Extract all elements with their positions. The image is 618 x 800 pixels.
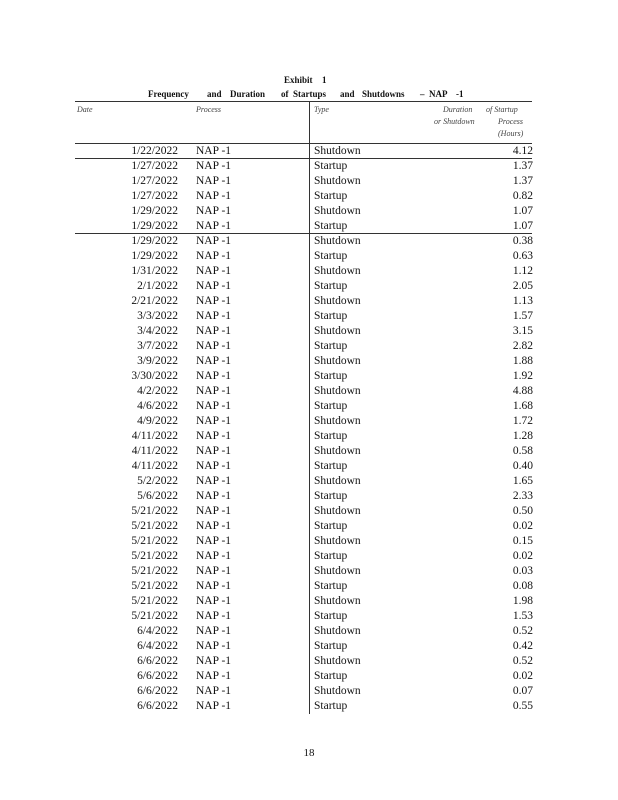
cell-date: 4/2/2022 [137, 385, 178, 397]
cell-date: 3/9/2022 [137, 355, 178, 367]
table-row [0, 324, 618, 339]
table-row [0, 294, 618, 309]
cell-date: 1/27/2022 [131, 190, 178, 202]
table-row [0, 474, 618, 489]
cell-hours: 1.07 [512, 205, 533, 217]
cell-process: NAP -1 [196, 160, 232, 172]
cell-hours: 1.98 [512, 595, 533, 607]
cell-process: NAP -1 [196, 340, 232, 352]
header-startup: of Startup [486, 105, 518, 114]
cell-process: NAP -1 [196, 235, 232, 247]
cell-type: Shutdown [314, 595, 361, 607]
title-word: of [281, 89, 289, 99]
exhibit-label [284, 75, 334, 85]
cell-hours: 0.55 [512, 700, 533, 712]
cell-type: Startup [314, 430, 348, 442]
title-word: Frequency [148, 89, 189, 99]
cell-hours: 4.88 [512, 385, 533, 397]
cell-type: Startup [314, 160, 348, 172]
cell-process: NAP -1 [196, 490, 232, 502]
cell-hours: 1.65 [512, 475, 533, 487]
table-row [0, 189, 618, 204]
cell-type: Startup [314, 580, 348, 592]
cell-process: NAP -1 [196, 400, 232, 412]
cell-hours: 1.13 [512, 295, 533, 307]
cell-hours: 0.50 [512, 505, 533, 517]
cell-type: Shutdown [314, 325, 361, 337]
cell-hours: 0.03 [512, 565, 533, 577]
cell-process: NAP -1 [196, 655, 232, 667]
cell-hours: 1.92 [512, 370, 533, 382]
cell-type: Startup [314, 490, 348, 502]
table-row [0, 519, 618, 534]
cell-date: 5/21/2022 [131, 610, 178, 622]
cell-process: NAP -1 [196, 175, 232, 187]
table-row [0, 309, 618, 324]
table-row [0, 399, 618, 414]
cell-date: 1/29/2022 [131, 250, 178, 262]
cell-hours: 1.12 [512, 265, 533, 277]
table-row [0, 654, 618, 669]
header-duration: Duration [443, 105, 473, 114]
cell-type: Startup [314, 640, 348, 652]
header-startup-2: Process [498, 117, 524, 126]
cell-date: 4/11/2022 [131, 460, 178, 472]
header-duration-2: or Shutdown [434, 117, 475, 126]
cell-type: Startup [314, 310, 348, 322]
cell-date: 5/6/2022 [137, 490, 178, 502]
cell-date: 5/2/2022 [137, 475, 178, 487]
table-row [0, 174, 618, 189]
cell-process: NAP -1 [196, 205, 232, 217]
cell-process: NAP -1 [196, 430, 232, 442]
cell-date: 4/11/2022 [131, 445, 178, 457]
table-row [0, 579, 618, 594]
cell-date: 4/6/2022 [137, 400, 178, 412]
table-row [0, 234, 618, 249]
title-word: -1 [456, 89, 464, 99]
table-row [0, 534, 618, 549]
cell-process: NAP -1 [196, 505, 232, 517]
title-word: NAP [429, 89, 448, 99]
cell-hours: 2.05 [512, 280, 533, 292]
cell-process: NAP -1 [196, 460, 232, 472]
cell-hours: 0.15 [512, 535, 533, 547]
table-row [0, 249, 618, 264]
exhibit-number: 1 [322, 75, 327, 85]
header-type: Type [314, 105, 329, 114]
cell-date: 1/29/2022 [131, 205, 178, 217]
cell-process: NAP -1 [196, 550, 232, 562]
cell-date: 3/4/2022 [137, 325, 178, 337]
cell-type: Startup [314, 250, 348, 262]
cell-process: NAP -1 [196, 685, 232, 697]
cell-type: Startup [314, 220, 348, 232]
cell-hours: 1.28 [512, 430, 533, 442]
cell-type: Shutdown [314, 565, 361, 577]
cell-type: Shutdown [314, 355, 361, 367]
cell-hours: 1.37 [512, 160, 533, 172]
cell-date: 5/21/2022 [131, 505, 178, 517]
table-row [0, 414, 618, 429]
cell-date: 1/27/2022 [131, 175, 178, 187]
cell-date: 6/6/2022 [137, 670, 178, 682]
cell-hours: 0.63 [512, 250, 533, 262]
cell-date: 2/1/2022 [137, 280, 178, 292]
cell-date: 1/29/2022 [131, 220, 178, 232]
header-process: Process [196, 105, 222, 114]
table-row [0, 564, 618, 579]
cell-hours: 0.82 [512, 190, 533, 202]
cell-type: Shutdown [314, 655, 361, 667]
cell-process: NAP -1 [196, 250, 232, 262]
header-startup-3: (Hours) [498, 129, 524, 138]
cell-hours: 0.02 [512, 520, 533, 532]
header-date: Date [77, 105, 93, 114]
table-row [0, 159, 618, 174]
cell-hours: 2.82 [512, 340, 533, 352]
cell-type: Startup [314, 700, 348, 712]
cell-date: 1/29/2022 [131, 235, 178, 247]
cell-date: 1/27/2022 [131, 160, 178, 172]
cell-process: NAP -1 [196, 610, 232, 622]
table-row [0, 489, 618, 504]
cell-process: NAP -1 [196, 265, 232, 277]
cell-hours: 0.02 [512, 550, 533, 562]
cell-hours: 0.58 [512, 445, 533, 457]
cell-type: Shutdown [314, 415, 361, 427]
cell-process: NAP -1 [196, 280, 232, 292]
cell-date: 5/21/2022 [131, 595, 178, 607]
cell-type: Shutdown [314, 235, 361, 247]
cell-hours: 1.88 [512, 355, 533, 367]
cell-process: NAP -1 [196, 415, 232, 427]
cell-process: NAP -1 [196, 190, 232, 202]
cell-process: NAP -1 [196, 625, 232, 637]
cell-process: NAP -1 [196, 325, 232, 337]
cell-process: NAP -1 [196, 145, 232, 157]
table-title [0, 89, 618, 101]
cell-process: NAP -1 [196, 700, 232, 712]
cell-process: NAP -1 [196, 310, 232, 322]
cell-hours: 0.52 [512, 625, 533, 637]
cell-type: Shutdown [314, 145, 361, 157]
table-row [0, 429, 618, 444]
table-row [0, 699, 618, 714]
cell-hours: 4.12 [512, 145, 533, 157]
table-row [0, 549, 618, 564]
table-row [0, 264, 618, 279]
cell-type: Shutdown [314, 205, 361, 217]
cell-date: 6/6/2022 [137, 700, 178, 712]
cell-date: 6/4/2022 [137, 625, 178, 637]
cell-type: Startup [314, 460, 348, 472]
page-number: 18 [303, 747, 315, 759]
cell-date: 1/22/2022 [131, 145, 178, 157]
cell-process: NAP -1 [196, 295, 232, 307]
cell-date: 5/21/2022 [131, 535, 178, 547]
title-word: Shutdowns [362, 89, 405, 99]
cell-type: Shutdown [314, 505, 361, 517]
cell-hours: 0.08 [512, 580, 533, 592]
table-row [0, 204, 618, 219]
cell-process: NAP -1 [196, 385, 232, 397]
cell-type: Shutdown [314, 295, 361, 307]
cell-date: 1/31/2022 [131, 265, 178, 277]
cell-process: NAP -1 [196, 640, 232, 652]
table-row [0, 609, 618, 624]
cell-date: 5/21/2022 [131, 565, 178, 577]
cell-process: NAP -1 [196, 565, 232, 577]
cell-date: 3/30/2022 [131, 370, 178, 382]
cell-type: Startup [314, 670, 348, 682]
cell-hours: 3.15 [512, 325, 533, 337]
cell-process: NAP -1 [196, 595, 232, 607]
cell-date: 3/7/2022 [137, 340, 178, 352]
table-row [0, 219, 618, 234]
table-row [0, 144, 618, 159]
cell-date: 5/21/2022 [131, 580, 178, 592]
cell-process: NAP -1 [196, 475, 232, 487]
cell-hours: 0.52 [512, 655, 533, 667]
cell-type: Shutdown [314, 175, 361, 187]
table-row [0, 684, 618, 699]
title-word: Duration [230, 89, 266, 99]
exhibit-word: Exhibit [284, 75, 313, 85]
table-row [0, 384, 618, 399]
cell-type: Startup [314, 280, 348, 292]
cell-hours: 1.68 [512, 400, 533, 412]
title-word: and [340, 89, 355, 99]
table-row [0, 669, 618, 684]
cell-type: Startup [314, 370, 348, 382]
table-row [0, 624, 618, 639]
table-row [0, 369, 618, 384]
cell-date: 6/4/2022 [137, 640, 178, 652]
table-row [0, 594, 618, 609]
table-row [0, 504, 618, 519]
table-row [0, 444, 618, 459]
cell-hours: 1.07 [512, 220, 533, 232]
cell-date: 5/21/2022 [131, 550, 178, 562]
header-top-rule [75, 101, 532, 102]
title-word: and [207, 89, 222, 99]
cell-type: Shutdown [314, 475, 361, 487]
cell-date: 2/21/2022 [131, 295, 178, 307]
cell-hours: 0.07 [512, 685, 533, 697]
table-row [0, 339, 618, 354]
cell-type: Startup [314, 400, 348, 412]
cell-type: Shutdown [314, 265, 361, 277]
cell-process: NAP -1 [196, 520, 232, 532]
title-word: – [420, 89, 425, 99]
cell-type: Shutdown [314, 445, 361, 457]
cell-hours: 1.53 [512, 610, 533, 622]
cell-hours: 1.37 [512, 175, 533, 187]
cell-date: 4/11/2022 [131, 430, 178, 442]
title-word: Startups [293, 89, 327, 99]
cell-hours: 1.72 [512, 415, 533, 427]
cell-process: NAP -1 [196, 670, 232, 682]
cell-date: 3/3/2022 [137, 310, 178, 322]
cell-type: Shutdown [314, 625, 361, 637]
cell-hours: 0.38 [512, 235, 533, 247]
cell-hours: 0.02 [512, 670, 533, 682]
cell-date: 4/9/2022 [137, 415, 178, 427]
table-row [0, 279, 618, 294]
table-row [0, 639, 618, 654]
cell-process: NAP -1 [196, 580, 232, 592]
cell-process: NAP -1 [196, 355, 232, 367]
cell-process: NAP -1 [196, 220, 232, 232]
cell-hours: 2.33 [512, 490, 533, 502]
cell-date: 5/21/2022 [131, 520, 178, 532]
table-row [0, 459, 618, 474]
cell-process: NAP -1 [196, 445, 232, 457]
cell-process: NAP -1 [196, 370, 232, 382]
table-row [0, 354, 618, 369]
cell-type: Startup [314, 190, 348, 202]
cell-process: NAP -1 [196, 535, 232, 547]
cell-type: Startup [314, 340, 348, 352]
cell-hours: 1.57 [512, 310, 533, 322]
cell-hours: 0.40 [512, 460, 533, 472]
cell-date: 6/6/2022 [137, 655, 178, 667]
cell-hours: 0.42 [512, 640, 533, 652]
cell-date: 6/6/2022 [137, 685, 178, 697]
cell-type: Shutdown [314, 535, 361, 547]
cell-type: Startup [314, 610, 348, 622]
cell-type: Startup [314, 550, 348, 562]
cell-type: Startup [314, 520, 348, 532]
cell-type: Shutdown [314, 685, 361, 697]
cell-type: Shutdown [314, 385, 361, 397]
